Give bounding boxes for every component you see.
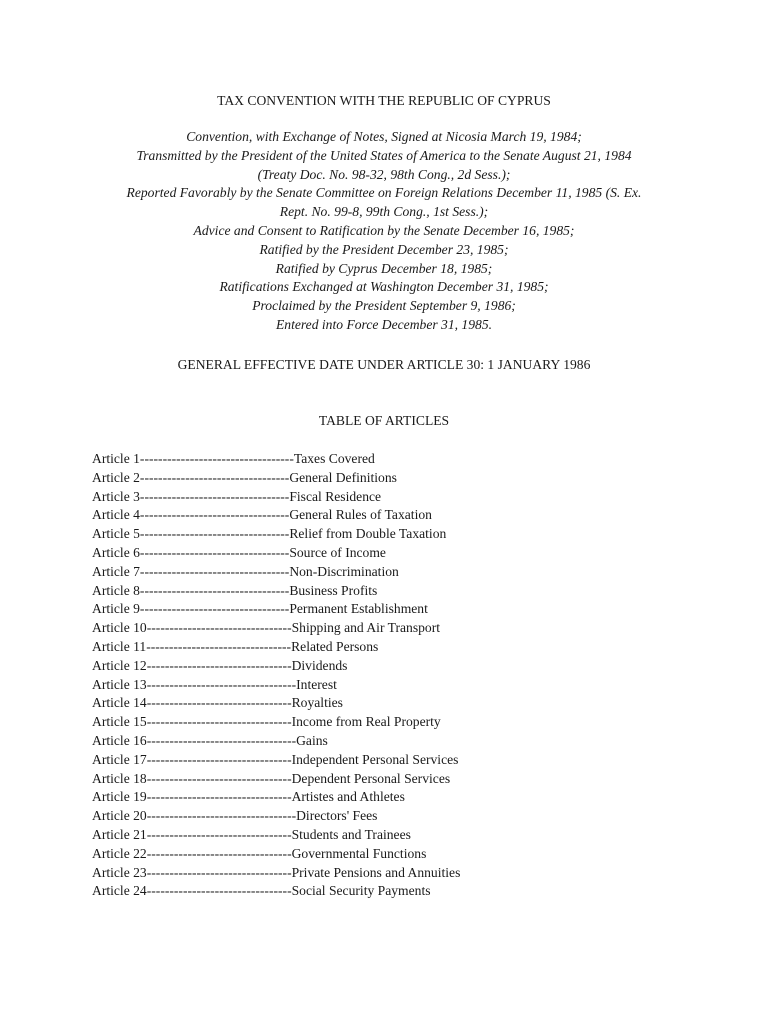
ratification-history [84, 128, 684, 335]
article-entry: Article 9---------------------------------Permanent Establishment [92, 601, 428, 617]
article-entry: Article 21--------------------------------Students and Trainees [92, 826, 411, 842]
article-entry: Article 14--------------------------------Royalties [92, 695, 343, 711]
history-line: Advice and Consent to Ratification by the Senate December 16, 1985; [193, 222, 575, 238]
article-entry: Article 4---------------------------------General Rules of Taxation [92, 507, 432, 523]
history-line: Entered into Force December 31, 1985. [275, 316, 493, 332]
article-entry: Article 19--------------------------------Artistes and Athletes [92, 789, 405, 805]
history-line: Transmitted by the President of the United States of America to the Senate August 21, 1984 [136, 147, 632, 163]
article-entry: Article 10--------------------------------Shipping and Air Transport [92, 620, 441, 636]
article-entry: Article 20---------------------------------Directors' Fees [92, 808, 378, 824]
article-entry: Article 13---------------------------------Interest [92, 676, 337, 692]
article-entry: Article 16---------------------------------Gains [92, 732, 328, 748]
history-line: Ratified by Cyprus December 18, 1985; [275, 260, 493, 276]
table-of-articles [92, 450, 460, 901]
article-entry: Article 6---------------------------------Source of Income [92, 544, 386, 560]
history-line: Ratifications Exchanged at Washington December 31, 1985; [219, 279, 549, 295]
article-entry: Article 12--------------------------------Dividends [92, 657, 348, 673]
history-line: Ratified by the President December 23, 1985; [259, 241, 509, 257]
article-entry: Article 2---------------------------------General Definitions [92, 469, 397, 485]
article-entry: Article 24--------------------------------Social Security Payments [92, 883, 431, 899]
article-entry: Article 5---------------------------------Relief from Double Taxation [92, 526, 447, 542]
article-entry: Article 1----------------------------------Taxes Covered [92, 451, 375, 466]
article-entry: Article 18--------------------------------Dependent Personal Services [92, 770, 451, 786]
history-line: Proclaimed by the President September 9, 1986; [252, 298, 516, 314]
article-entry: Article 3---------------------------------Fiscal Residence [92, 488, 382, 504]
history-line: Reported Favorably by the Senate Committee on Foreign Relations December 11, 1985 (S. Ex. [126, 185, 642, 201]
article-entry: Article 8---------------------------------Business Profits [92, 582, 378, 598]
article-entry: Article 23--------------------------------Private Pensions and Annuities [92, 864, 461, 880]
history-line: (Treaty Doc. No. 98-32, 98th Cong., 2d Sess.); [257, 166, 511, 182]
article-entry: Article 11--------------------------------Related Persons [92, 638, 379, 654]
table-of-articles-heading: TABLE OF ARTICLES [318, 413, 450, 428]
history-line: Convention, with Exchange of Notes, Signed at Nicosia March 19, 1984; [186, 129, 582, 144]
document-title: TAX CONVENTION WITH THE REPUBLIC OF CYPRUS [217, 93, 551, 108]
article-entry: Article 17--------------------------------Independent Personal Services [92, 751, 459, 767]
article-entry: Article 7---------------------------------Non-Discrimination [92, 563, 399, 579]
article-entry: Article 22--------------------------------Governmental Functions [92, 845, 427, 861]
effective-date: GENERAL EFFECTIVE DATE UNDER ARTICLE 30: 1 JANUARY 1986 [177, 357, 591, 372]
article-entry: Article 15--------------------------------Income from Real Property [92, 714, 441, 730]
history-line: Rept. No. 99-8, 99th Cong., 1st Sess.); [279, 204, 489, 220]
